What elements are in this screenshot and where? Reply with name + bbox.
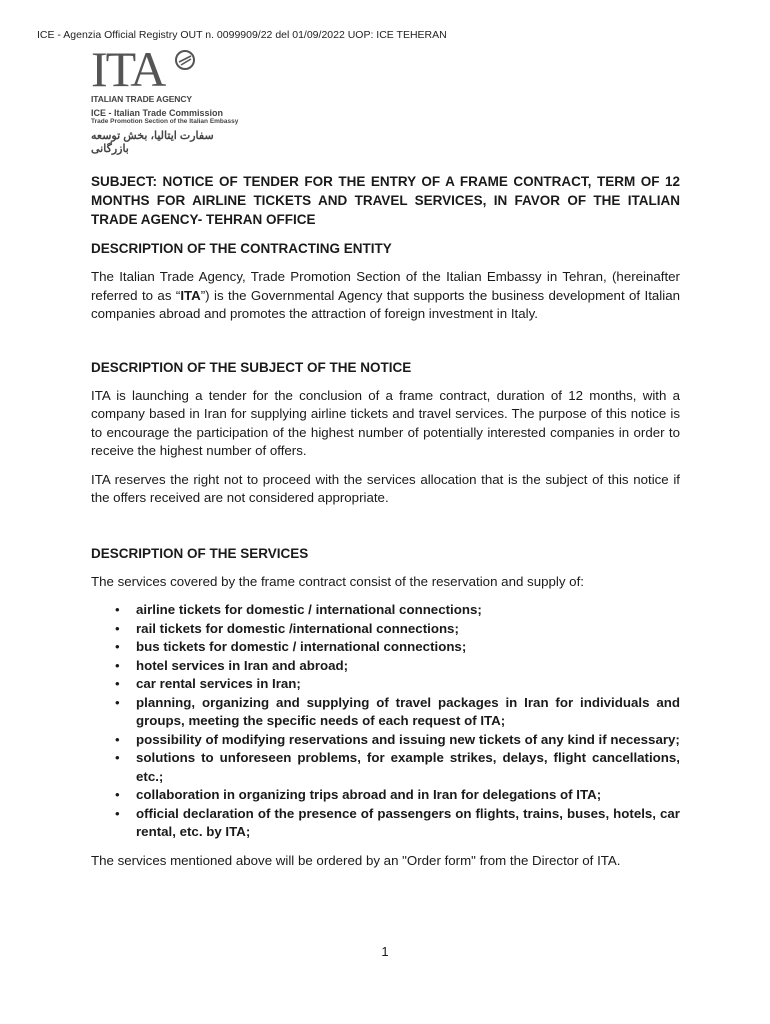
para-text: The Italian Trade Agency, Trade Promotion Section of the Italian Embassy in Tehran, (hereinafter referred to as “: [91, 269, 680, 303]
list-item-text: rail tickets for domestic /international connections;: [136, 620, 459, 636]
section-subject-heading: DESCRIPTION OF THE SUBJECT OF THE NOTICE: [91, 359, 412, 375]
list-item: [91, 805, 680, 842]
logo-agency-name: ITALIAN TRADE AGENCY: [91, 94, 192, 104]
logo-ice-line: ICE - Italian Trade Commission: [91, 108, 224, 118]
services-closing: The services mentioned above will be ordered by an "Order form" from the Director of ITA.: [91, 852, 621, 868]
bullet-icon: •: [115, 602, 120, 617]
bullet-icon: •: [115, 731, 120, 747]
list-item: [91, 786, 680, 805]
list-item: [91, 638, 680, 657]
list-item-text: solutions to unforeseen problems, for example strikes, delays, flight cancellations, etc.;: [136, 750, 680, 784]
page-number: 1: [381, 944, 389, 959]
list-item: [91, 694, 680, 731]
bullet-icon: •: [115, 750, 120, 765]
subject-paragraph-2: ITA reserves the right not to proceed with the services allocation that is the subject of this notice if the offers received are not considered appropriate.: [91, 471, 680, 505]
bullet-icon: •: [115, 694, 120, 710]
list-item: [91, 620, 680, 639]
services-intro: The services covered by the frame contract consist of the reservation and supply of:: [91, 573, 584, 589]
document-body: [91, 172, 680, 880]
logo-farsi-line: سفارت ایتالیا، بخش توسعه بازرگانی: [91, 130, 214, 155]
logo-embassy-line: Trade Promotion Section of the Italian Embassy: [91, 118, 239, 125]
list-item-text: official declaration of the presence of passengers on flights, trains, buses, hotels, car rental, etc. by ITA;: [136, 805, 680, 839]
bullet-icon: •: [115, 657, 120, 673]
list-item-text: car rental services in Iran;: [136, 676, 301, 691]
bullet-icon: •: [115, 787, 120, 802]
list-item: [91, 601, 680, 620]
list-item-text: possibility of modifying reservations and issuing new tickets of any kind if necessary;: [136, 731, 680, 747]
para-text: ”) is the Governmental Agency that supports the business development of Italian companies abroad and promotes the attraction of foreign investment in Italy.: [91, 287, 681, 321]
list-item: [91, 731, 680, 750]
subject-paragraph-1: ITA is launching a tender for the conclusion of a frame contract, duration of 12 months, with a company based in Iran for supplying airline tickets and travel services. The purpose of this notice is to encourage the participation of the highest number of potentially interested companies in order to receive the highest number of offers.: [91, 387, 680, 458]
bullet-icon: •: [115, 805, 120, 821]
list-item-text: airline tickets for domestic / international connections;: [136, 602, 482, 617]
list-item-text: collaboration in organizing trips abroad and in Iran for delegations of ITA;: [136, 787, 602, 802]
list-item: [91, 749, 680, 786]
list-item-text: bus tickets for domestic / international connections;: [136, 639, 467, 654]
list-item: [91, 675, 680, 694]
section-contracting-entity-heading: DESCRIPTION OF THE CONTRACTING ENTITY: [91, 241, 392, 256]
svg-text:ITA: ITA: [91, 46, 165, 90]
subject-heading: SUBJECT: NOTICE OF TENDER FOR THE ENTRY OF A FRAME CONTRACT, TERM OF 12 MONTHS FOR AIRLINE TICKETS AND TRAVEL SERVICES, IN FAVOR OF THE ITALIAN TRADE AGENCY- TEHRAN OFFICE: [91, 174, 680, 227]
registry-line: ICE - Agenzia Official Registry OUT n. 0099909/22 del 01/09/2022 UOP: ICE TEHERAN: [37, 29, 447, 41]
list-item: [91, 657, 680, 676]
ita-wordmark-icon: [91, 46, 201, 90]
ita-logo: [91, 46, 251, 155]
ita-abbrev: ITA: [180, 287, 201, 303]
bullet-icon: •: [115, 620, 120, 636]
services-list: [91, 601, 680, 842]
bullet-icon: •: [115, 676, 120, 691]
list-item-text: planning, organizing and supplying of travel packages in Iran for individuals and groups, meeting the specific needs of each request of ITA;: [136, 694, 680, 728]
section-services-heading: DESCRIPTION OF THE SERVICES: [91, 545, 309, 561]
bullet-icon: •: [115, 639, 120, 654]
list-item-text: hotel services in Iran and abroad;: [136, 657, 349, 673]
contracting-entity-paragraph: [91, 268, 680, 324]
